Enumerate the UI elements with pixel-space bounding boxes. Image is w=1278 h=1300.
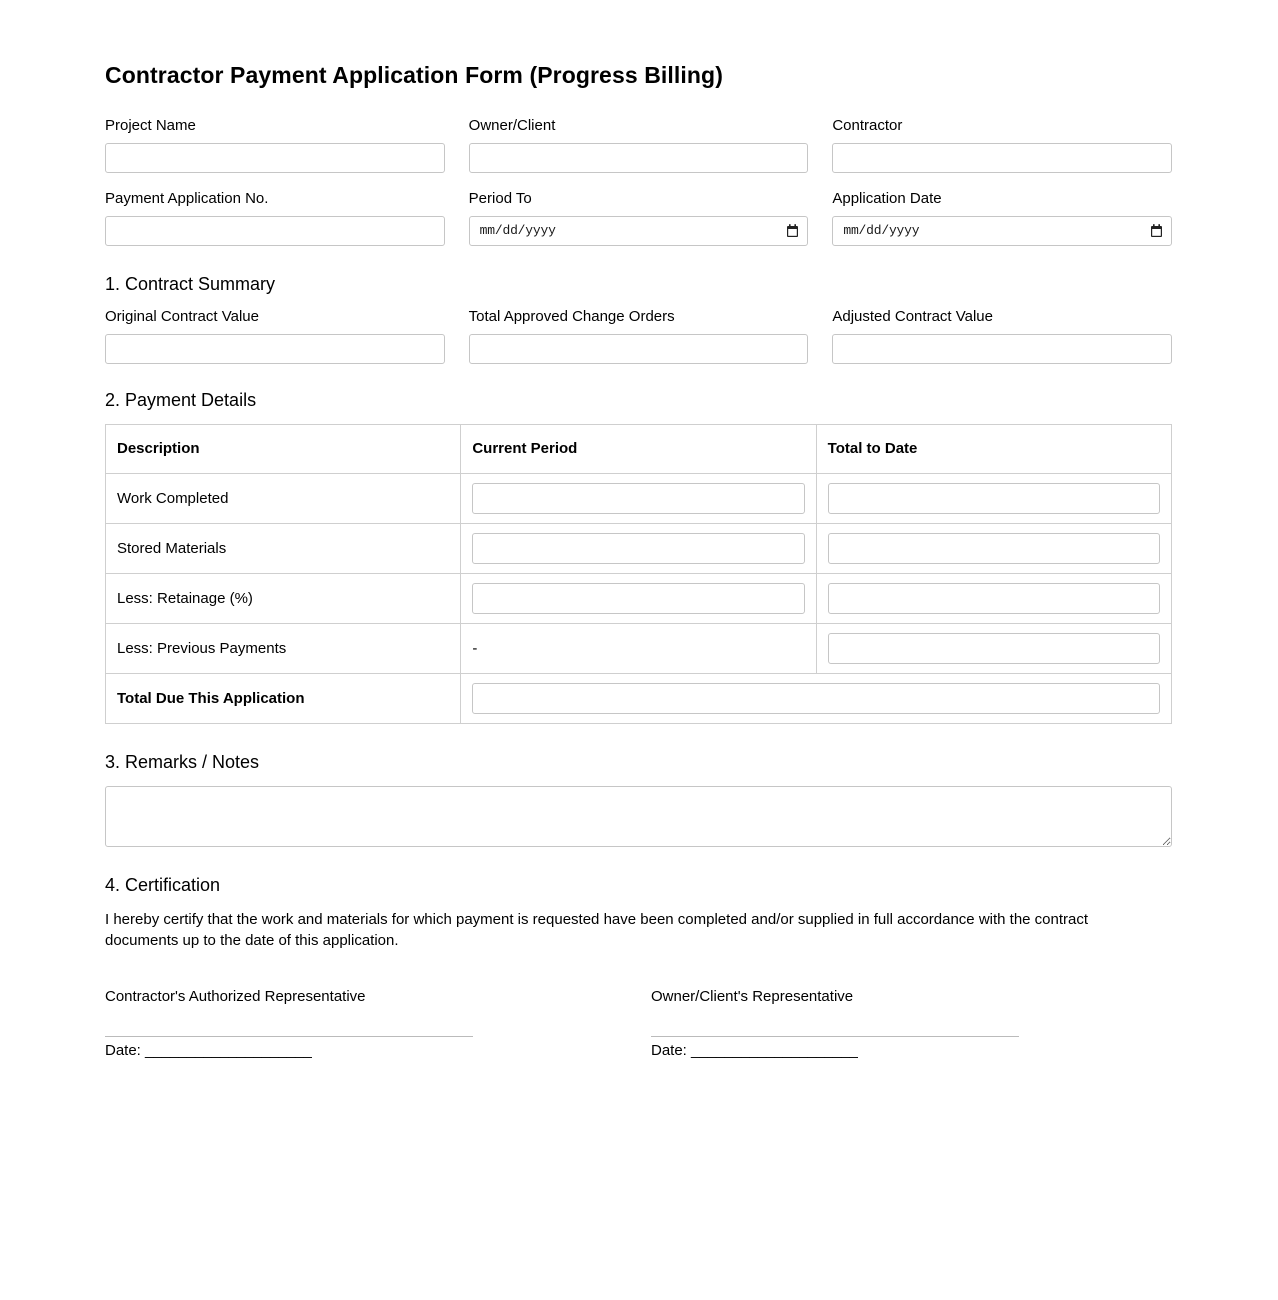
signature-date-contractor[interactable]: Date: ____________________ bbox=[105, 1041, 312, 1059]
row-label-less-retainage: Less: Retainage (%) bbox=[106, 573, 461, 623]
application-date-input[interactable] bbox=[832, 216, 1172, 246]
less-previous-payments-total-to-date-input[interactable] bbox=[828, 633, 1160, 664]
field-label-adjusted-contract-value: Adjusted Contract Value bbox=[832, 307, 993, 325]
work-completed-total-to-date-input[interactable] bbox=[828, 483, 1160, 514]
cell-stored-materials-current-period bbox=[461, 523, 816, 573]
table-row bbox=[106, 523, 1172, 573]
section-heading-payment-details: 2. Payment Details bbox=[105, 389, 257, 410]
work-completed-current-period-input[interactable] bbox=[472, 483, 804, 514]
original-contract-value-input[interactable] bbox=[105, 334, 445, 364]
column-header-total-to-date: Total to Date bbox=[816, 424, 1171, 473]
field-label-total-approved-change-orders: Total Approved Change Orders bbox=[468, 307, 675, 325]
field-period-to bbox=[469, 190, 809, 246]
signature-line-owner-client bbox=[651, 1036, 1019, 1037]
section-heading-certification: 4. Certification bbox=[105, 874, 221, 895]
field-label-payment-application-no: Payment Application No. bbox=[105, 189, 269, 207]
stored-materials-current-period-input[interactable] bbox=[472, 533, 804, 564]
total-due-this-application-input[interactable] bbox=[472, 683, 1160, 714]
remarks-notes-textarea[interactable] bbox=[105, 786, 1172, 847]
header-fields-row-2 bbox=[105, 190, 1172, 246]
table-body bbox=[106, 473, 1172, 723]
field-application-date bbox=[832, 190, 1172, 246]
cell-less-retainage-total-to-date bbox=[816, 573, 1171, 623]
application-date-placeholder: mm/dd/yyyy bbox=[843, 223, 920, 239]
field-label-contractor: Contractor bbox=[832, 116, 903, 134]
cell-less-previous-payments-total-to-date bbox=[816, 623, 1171, 673]
calendar-icon[interactable] bbox=[786, 224, 799, 238]
field-label-application-date: Application Date bbox=[832, 189, 942, 207]
row-label-work-completed: Work Completed bbox=[106, 473, 461, 523]
column-header-description: Description bbox=[106, 424, 461, 473]
cell-work-completed-current-period bbox=[461, 473, 816, 523]
row-label-stored-materials: Stored Materials bbox=[106, 523, 461, 573]
field-total-approved-change-orders bbox=[469, 308, 809, 364]
contractor-input[interactable] bbox=[832, 143, 1172, 173]
field-adjusted-contract-value bbox=[832, 308, 1172, 364]
calendar-icon[interactable] bbox=[1150, 224, 1163, 238]
period-to-date-input[interactable] bbox=[469, 216, 809, 246]
table-row bbox=[106, 623, 1172, 673]
field-label-original-contract-value: Original Contract Value bbox=[105, 307, 259, 325]
owner-client-input[interactable] bbox=[469, 143, 809, 173]
less-retainage-current-period-input[interactable] bbox=[472, 583, 804, 614]
column-header-current-period: Current Period bbox=[461, 424, 816, 473]
row-label-total-due-this-application: Total Due This Application bbox=[106, 673, 461, 723]
signature-role-contractor: Contractor's Authorized Representative bbox=[105, 987, 366, 1005]
field-payment-application-no bbox=[105, 190, 445, 246]
table-header-row bbox=[106, 424, 1172, 473]
cell-work-completed-total-to-date bbox=[816, 473, 1171, 523]
stored-materials-total-to-date-input[interactable] bbox=[828, 533, 1160, 564]
payment-application-no-input[interactable] bbox=[105, 216, 445, 246]
contract-summary-row bbox=[105, 308, 1172, 364]
field-original-contract-value bbox=[105, 308, 445, 364]
header-fields-row-1 bbox=[105, 117, 1172, 173]
field-contractor bbox=[832, 117, 1172, 173]
field-label-period-to: Period To bbox=[468, 189, 532, 207]
cell-less-previous-payments-current-period: - bbox=[461, 623, 816, 673]
signature-line-contractor bbox=[105, 1036, 473, 1037]
adjusted-contract-value-input[interactable] bbox=[832, 334, 1172, 364]
section-heading-remarks-notes: 3. Remarks / Notes bbox=[105, 751, 260, 772]
cell-stored-materials-total-to-date bbox=[816, 523, 1171, 573]
cell-less-retainage-current-period bbox=[461, 573, 816, 623]
section-heading-contract-summary: 1. Contract Summary bbox=[105, 273, 276, 294]
signature-block-contractor bbox=[105, 988, 473, 1061]
table-row bbox=[106, 473, 1172, 523]
row-label-less-previous-payments: Less: Previous Payments bbox=[106, 623, 461, 673]
total-approved-change-orders-input[interactable] bbox=[469, 334, 809, 364]
period-to-date-placeholder: mm/dd/yyyy bbox=[479, 223, 556, 239]
field-owner-client bbox=[469, 117, 809, 173]
field-label-project-name: Project Name bbox=[105, 116, 196, 134]
field-label-owner-client: Owner/Client bbox=[468, 116, 556, 134]
table-head bbox=[106, 424, 1172, 473]
table-total-row bbox=[106, 673, 1172, 723]
signature-block-owner-client bbox=[651, 988, 1019, 1061]
certification-text: I hereby certify that the work and materials for which payment is requested have been completed and/or supplied in full accordance with the contract documents up to the date of this application. bbox=[105, 910, 1089, 949]
cell-total-due-this-application bbox=[461, 673, 1172, 723]
signature-role-owner-client: Owner/Client's Representative bbox=[651, 987, 854, 1005]
table-row bbox=[106, 573, 1172, 623]
less-retainage-total-to-date-input[interactable] bbox=[828, 583, 1160, 614]
signature-date-owner-client[interactable]: Date: ____________________ bbox=[651, 1041, 858, 1059]
project-name-input[interactable] bbox=[105, 143, 445, 173]
field-project-name bbox=[105, 117, 445, 173]
signature-row bbox=[105, 988, 1172, 1061]
payment-details-table bbox=[105, 424, 1172, 724]
page-title: Contractor Payment Application Form (Progress Billing) bbox=[105, 62, 723, 88]
